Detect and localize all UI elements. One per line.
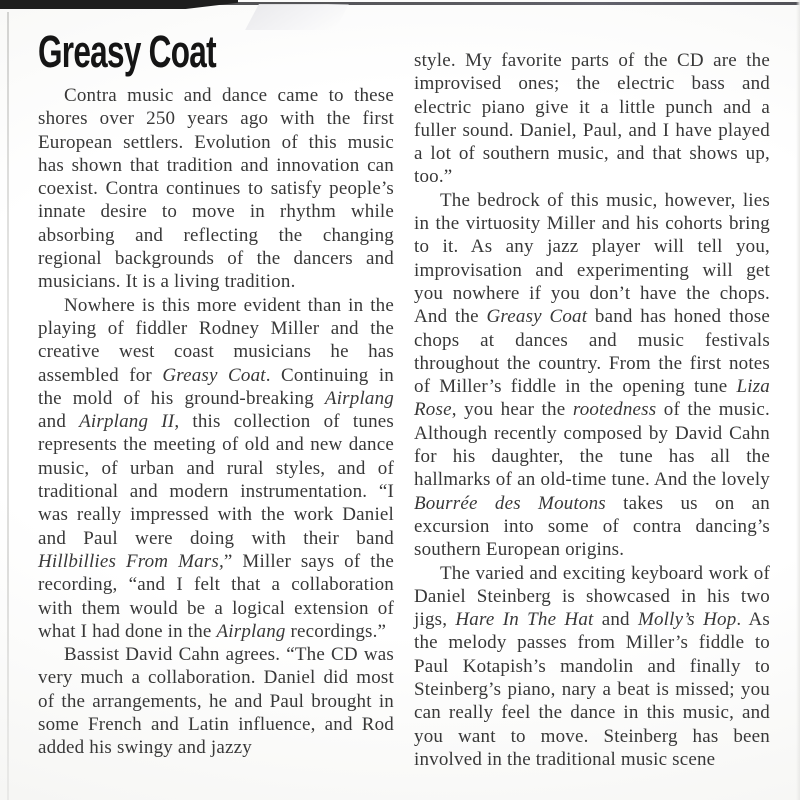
italic-text-segment: rootedness (572, 399, 657, 421)
italic-text-segment: Airplang (324, 387, 394, 409)
italic-text-segment: Airplang (216, 620, 286, 642)
italic-text-segment: Hillbillies From Mars, (38, 550, 224, 572)
text-segment: and (38, 411, 80, 433)
paragraph (38, 84, 394, 294)
text-segment: , this collection of tunes represents the meeting of old and new dance music, of urban and rural styles, and of traditional and modern instrumentation. “I was really impressed with the work Daniel and Paul were doing with their band (38, 411, 394, 549)
text-segment: recordings.” (285, 620, 387, 642)
italic-text-segment: Airplang II (79, 411, 175, 433)
italic-text-segment: Hare In The Hat (455, 609, 594, 631)
text-segment: style. My favorite parts of the CD are the improvised ones; the electric bass and electric piano give it a little punch and a fuller sound. Daniel, Paul, and I have played a lot of southern music, and that shows up, too.” (414, 50, 770, 188)
italic-text-segment: Greasy Coat (162, 364, 266, 386)
italic-text-segment: Molly’s Hop (637, 609, 737, 631)
text-segment: , you hear the (451, 399, 573, 421)
italic-text-segment: Liza Rose (414, 376, 770, 421)
text-segment: of the music. Although recently composed by David Cahn for his daughter, the tune has all the hallmarks of an old-time tune. And the lovely (414, 399, 770, 491)
scan-artifact-top-band (0, 0, 238, 9)
text-segment: Contra music and dance came to these shores over 250 years ago with the first European settlers. Evolution of this music has shown that tradition and innovation can coexist. Contra continues to satisfy people’s innate desire to move in rhythm while absorbing and reflecting the changing regional backgrounds of the dancers and musicians. It is a living tradition. (38, 85, 394, 293)
text-column-left (38, 26, 395, 760)
paragraph (414, 189, 770, 562)
paragraph (38, 294, 394, 643)
text-segment: Bassist David Cahn agrees. “The CD was very much a collaboration. Daniel did most of the arrangements, he and Paul brought in some French and Latin influence, and Rod added his swingy and jazzy (38, 644, 394, 759)
text-segment: The bedrock of this music, however, lies in the virtuosity Miller and his cohorts bring to it. As any jazz player will tell you, improvisation and experimenting will get you nowhere if you don’t have the chops. And the (414, 189, 770, 328)
page-title: Greasy Coat (38, 26, 216, 77)
scan-artifact-right-edge (796, 0, 800, 800)
text-segment: . Continuing in the mold of his ground-breaking (38, 364, 394, 409)
text-column-right (414, 49, 770, 771)
text-segment: The varied and exciting keyboard work of Daniel Steinberg is showcased in his two jigs, (414, 562, 770, 631)
italic-text-segment: Bourrée des Moutons (414, 492, 606, 514)
italic-text-segment: Greasy Coat (486, 306, 588, 328)
text-segment: and (593, 609, 638, 631)
text-segment: Nowhere is this more evident than in the playing of fiddler Rodney Miller and the creative west coast musicians he has assembled for (38, 294, 394, 386)
scan-artifact-top-notch (245, 4, 349, 30)
text-segment: . As the melody passes from Miller’s fiddle to Paul Kotapish’s mandolin and finally to Steinberg’s piano, nary a beat is missed; you can really feel the dance in this music, and you want to move. Steinberg has been involved in the traditional music scene (414, 609, 770, 770)
paragraph (414, 562, 770, 772)
paragraph (38, 643, 394, 759)
text-segment: band has honed those chops at dances and music festivals throughout the country. From the first notes of Miller’s fiddle in the opening tune (414, 306, 770, 398)
paragraph (414, 49, 770, 189)
scan-artifact-left-edge (7, 12, 9, 800)
text-segment: takes us on an excursion into some of contra dancing’s southern European origins. (414, 492, 770, 561)
text-segment: ” Miller says of the recording, “and I felt that a collaboration with them would be a logical extension of what I had done in the (38, 550, 395, 642)
